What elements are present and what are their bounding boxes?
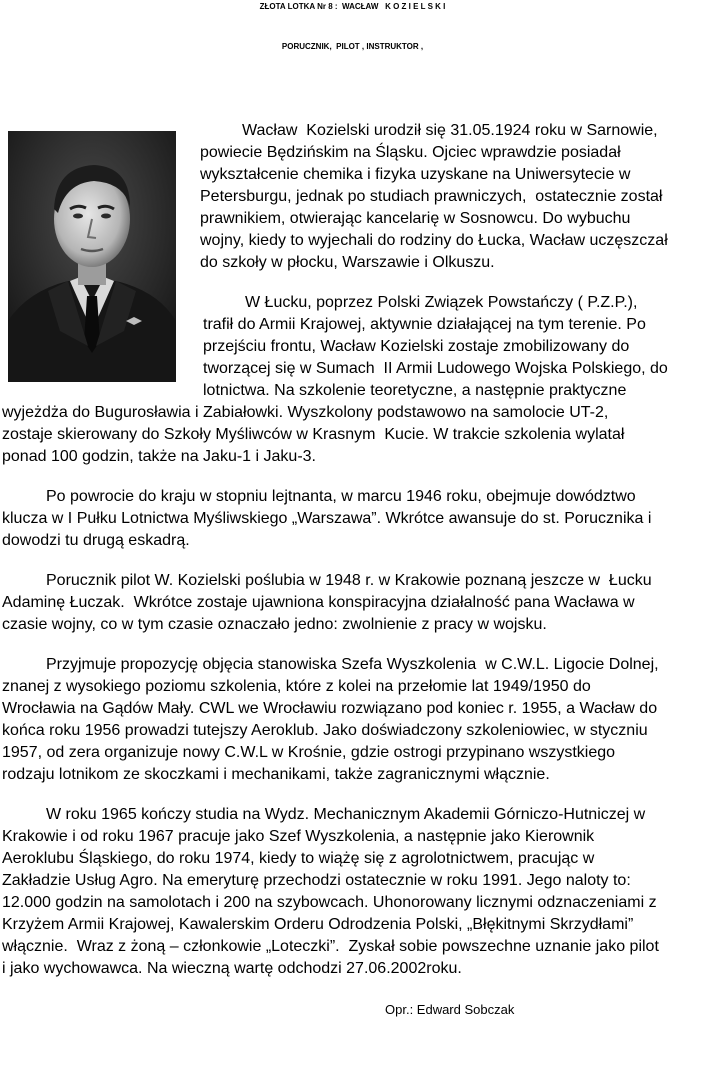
paragraph-line: tworzącej się w Sumach II Armii Ludowego Wojska Polskiego, do bbox=[203, 360, 668, 377]
paragraph-line: przejściu frontu, Wacław Kozielski zostaje zmobilizowany do bbox=[203, 338, 630, 355]
paragraph-line: trafił do Armii Krajowej, aktywnie działającej na tym terenie. Po bbox=[203, 316, 646, 333]
paragraph-line: do szkoły w płocku, Warszawie i Olkuszu. bbox=[200, 254, 495, 271]
paragraph-line: Wacław Kozielski urodził się 31.05.1924 roku w Sarnowie, bbox=[242, 122, 658, 139]
paragraph-line: Krakowie i od roku 1967 pracuje jako Szef Wyszkolenia, a następnie jako Kierownik bbox=[2, 828, 595, 845]
paragraph-line: Adaminę Łuczak. Wkrótce zostaje ujawniona konspiracyjna działalność pana Wacława w bbox=[2, 594, 635, 611]
paragraph-line: końca roku 1956 prowadzi tutejszy Aeroklub. Jako doświadczony szkoleniowiec, w styczniu bbox=[2, 722, 648, 739]
paragraph-line: Przyjmuje propozycję objęcia stanowiska Szefa Wyszkolenia w C.W.L. Ligocie Dolnej, bbox=[46, 656, 659, 673]
paragraph-line: i jako wychowawca. Na wieczną wartę odchodzi 27.06.2002roku. bbox=[2, 960, 462, 977]
paragraph-line: lotnictwa. Na szkolenie teoretyczne, a następnie praktyczne bbox=[203, 382, 627, 399]
paragraph-line: prawnikiem, otwierając kancelarię w Sosnowcu. Do wybuchu bbox=[200, 210, 631, 227]
paragraph-line: Petersburgu, jednak po studiach prawniczych, ostatecznie został bbox=[200, 188, 663, 205]
paragraph-line: W Łucku, poprzez Polski Związek Powstańczy ( P.Z.P.), bbox=[245, 294, 638, 311]
paragraph-line: dowodzi tu drugą eskadrą. bbox=[2, 532, 190, 549]
paragraph-line: wojny, kiedy to wyjechali do rodziny do Łucka, Wacław uczęszczał bbox=[200, 232, 668, 249]
paragraph-line: Krzyżem Armii Krajowej, Kawalerskim Orderu Odrodzenia Polski, „Błękitnymi Skrzydłami” bbox=[2, 916, 634, 933]
paragraph-line: powiecie Będzińskim na Śląsku. Ojciec wprawdzie posiadał bbox=[200, 144, 621, 161]
paragraph-line: wykształcenie chemika i fizyka uzyskane na Uniwersytecie w bbox=[200, 166, 631, 183]
paragraph-line: Porucznik pilot W. Kozielski poślubia w 1948 r. w Krakowie poznaną jeszcze w Łucku bbox=[46, 572, 652, 589]
paragraph-line: W roku 1965 kończy studia na Wydz. Mechanicznym Akademii Górniczo-Hutniczej w bbox=[46, 806, 646, 823]
paragraph-line: zostaje skierowany do Szkoły Myśliwców w Krasnym Kucie. W trakcie szkolenia wylatał bbox=[2, 426, 625, 443]
paragraph-line: rodzaju lotnikom ze skoczkami i mechanikami, także zagranicznymi włącznie. bbox=[2, 766, 550, 783]
paragraph-line: Zakładzie Usług Agro. Na emeryturę przechodzi ostatecznie w roku 1991. Jego naloty to: bbox=[2, 872, 631, 889]
author-signature: Opr.: Edward Sobczak bbox=[385, 1002, 515, 1017]
paragraph-line: włącznie. Wraz z żoną – członkowie „Loteczki”. Zyskał sobie powszechne uznanie jako pilot bbox=[2, 938, 659, 955]
paragraph-line: Wrocławia na Gądów Mały. CWL we Wrocławiu rozwiązano pod koniec r. 1955, a Wacław do bbox=[2, 700, 658, 717]
paragraph-line: 12.000 godzin na samolotach i 200 na szybowcach. Uhonorowany licznymi odznaczeniami z bbox=[2, 894, 657, 911]
paragraph-line: Aeroklubu Śląskiego, do roku 1974, kiedy to wiążę się z agrolotnictwem, pracując w bbox=[2, 850, 595, 867]
paragraph-line: czasie wojny, co w tym czasie oznaczało jedno: zwolnienie z pracy w wojsku. bbox=[2, 616, 547, 633]
portrait-photo bbox=[8, 131, 176, 382]
paragraph-line: 1957, od zera organizuje nowy C.W.L w Krośnie, gdzie ostrogi przypinano wszystkiego bbox=[2, 744, 616, 761]
paragraph-line: znanej z wysokiego poziomu szkolenia, które z kolei na przełomie lat 1949/1950 do bbox=[2, 678, 591, 695]
document-title: ZŁOTA LOTKA Nr 8 : WACŁAW K O Z I E L S K I bbox=[259, 2, 446, 11]
document-subtitle: PORUCZNIK, PILOT , INSTRUKTOR , bbox=[281, 42, 424, 51]
paragraph-line: ponad 100 godzin, także na Jaku-1 i Jaku-3. bbox=[2, 448, 316, 465]
paragraph-line: klucza w I Pułku Lotnictwa Myśliwskiego „Warszawa”. Wkrótce awansuje do st. Porucznika i bbox=[2, 510, 652, 527]
paragraph-line: Po powrocie do kraju w stopniu lejtnanta, w marcu 1946 roku, obejmuje dowództwo bbox=[46, 488, 636, 505]
paragraph-line: wyjeżdża do Bugurosławia i Zabiałowki. Wyszkolony podstawowo na samolocie UT-2, bbox=[2, 404, 609, 421]
